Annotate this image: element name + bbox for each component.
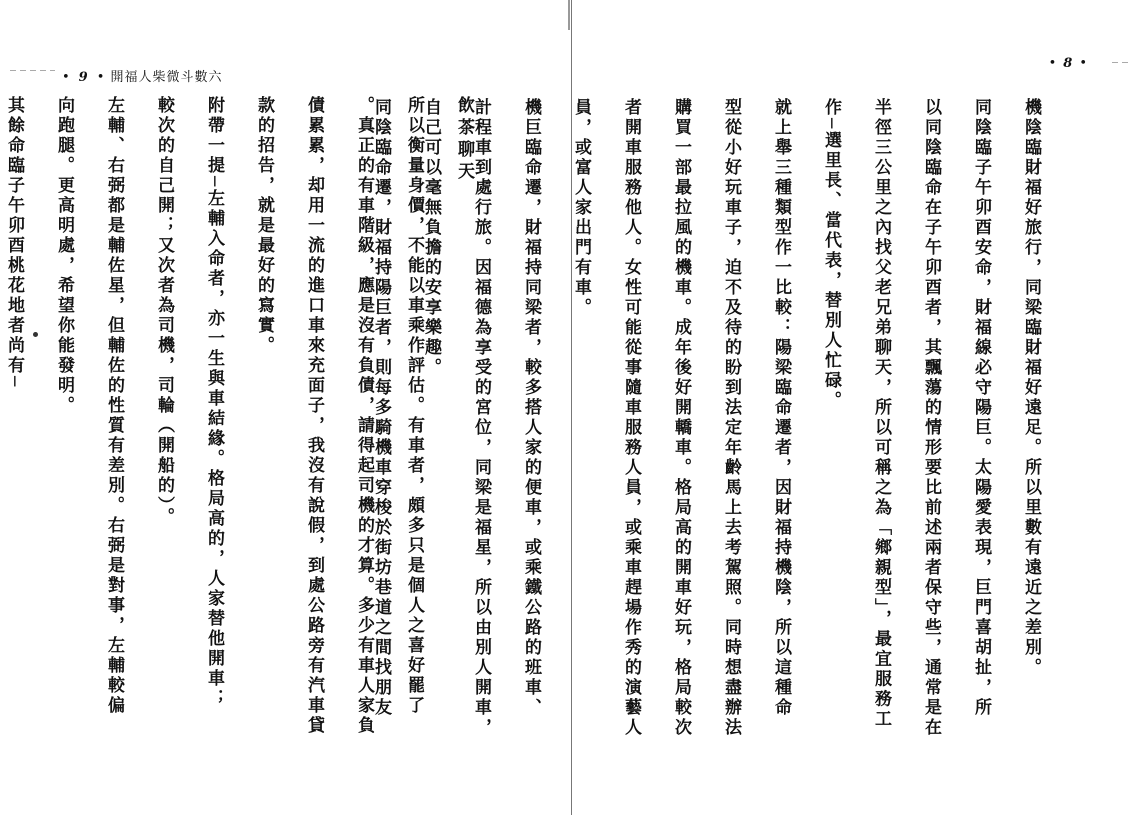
text-column: 同陰臨子午卯酉安命，財福線必守陽巨。太陽愛表現，巨門喜胡扯，所 [971, 98, 991, 718]
text-column: 作─選里長、當代表，替別人忙碌。 [821, 98, 841, 412]
text-column: 機陰臨財福好旅行，同梁臨財福好遠足。所以里數有遠近之差別。 [1021, 98, 1041, 678]
text-column: 半徑三公里之內找父老兄弟聊天，所以可稱之為「鄉親型」，最宜服務工 [871, 98, 891, 730]
page-number: 9 [78, 70, 89, 85]
text-column: 所以衡量身價，不能以車乘作評估。有車者，頗多只是個人之喜好罷了 [404, 96, 424, 716]
text-column: 款的招告，就是最好的寫實。 [254, 96, 274, 356]
running-header [62, 66, 223, 85]
header-rule [1112, 62, 1132, 63]
section-title: 飲茶聊天 [454, 96, 474, 184]
text-column: 機巨臨命遷，財福持同梁者，較多搭人家的便車，或乘鐵公路的班車、 [521, 98, 541, 718]
text-column: 員，或富人家出門有車。 [571, 98, 591, 318]
text-column: 債累累，却用一流的進口車來充面子，我沒有說假，到處公路旁有汽車貸 [304, 96, 324, 736]
header-bullet: • [1048, 56, 1058, 71]
text-column: 者開車服務他人。女性可能從事隨車服務人員，或乘車趕場作秀的演藝人 [621, 98, 641, 738]
text-column: 購買一部最拉風的機車。成年後好開轎車。格局高的開車好玩，格局較次 [671, 98, 691, 738]
header-bullet: • [96, 70, 106, 85]
text-column: 同陰臨命遷，財福持陽巨者，則每多騎機車穿梭於街坊巷道之間找朋友 [371, 98, 391, 718]
header-bullet: • [1079, 56, 1088, 71]
text-column: 以同陰臨命在子午卯酉者，其飄蕩的情形要比前述兩者保守些，通常是在 [921, 98, 941, 738]
text-column: 其餘命臨子午卯酉桃花地者尚有─ [4, 96, 24, 390]
text-column: 就上舉三種類型作一比較：陽梁臨命遷者，因財福持機陰，所以這種命 [771, 98, 791, 718]
header-title: 開福人柴微斗數六 [110, 70, 223, 85]
text-column: 向跑腿。更高明處，希望你能發明。 [54, 96, 74, 416]
text-column: 較次的自己開；又次者為司機，司輪（開船的）。 [154, 96, 174, 528]
text-column: 計程車到處行旅。因福德為享受的宮位，同梁是福星，所以由別人開車， [471, 98, 491, 738]
text-column: 左輔、右弼都是輔佐星，但輔佐的性質有差別。右弼是對事，左輔較偏 [104, 96, 124, 716]
text-column: 附帶一提─左輔入命者，亦一生與車結緣。格局高的，人家替他開車； [204, 96, 224, 710]
page-number: 8 [1063, 56, 1074, 71]
running-header [1049, 56, 1088, 71]
header-rule [10, 70, 55, 71]
text-column: 自己可以毫無負擔的安享樂趣。 [421, 98, 441, 378]
text-column: 型從小好玩車子，迫不及待的盼到法定年齡馬上去考駕照。同時想盡辦法 [721, 98, 741, 738]
text-column: 。真正的有車階級，應是沒有負債，請得起司機的才算。多少有車人家負 [354, 96, 374, 736]
header-bullet: • [62, 70, 71, 85]
